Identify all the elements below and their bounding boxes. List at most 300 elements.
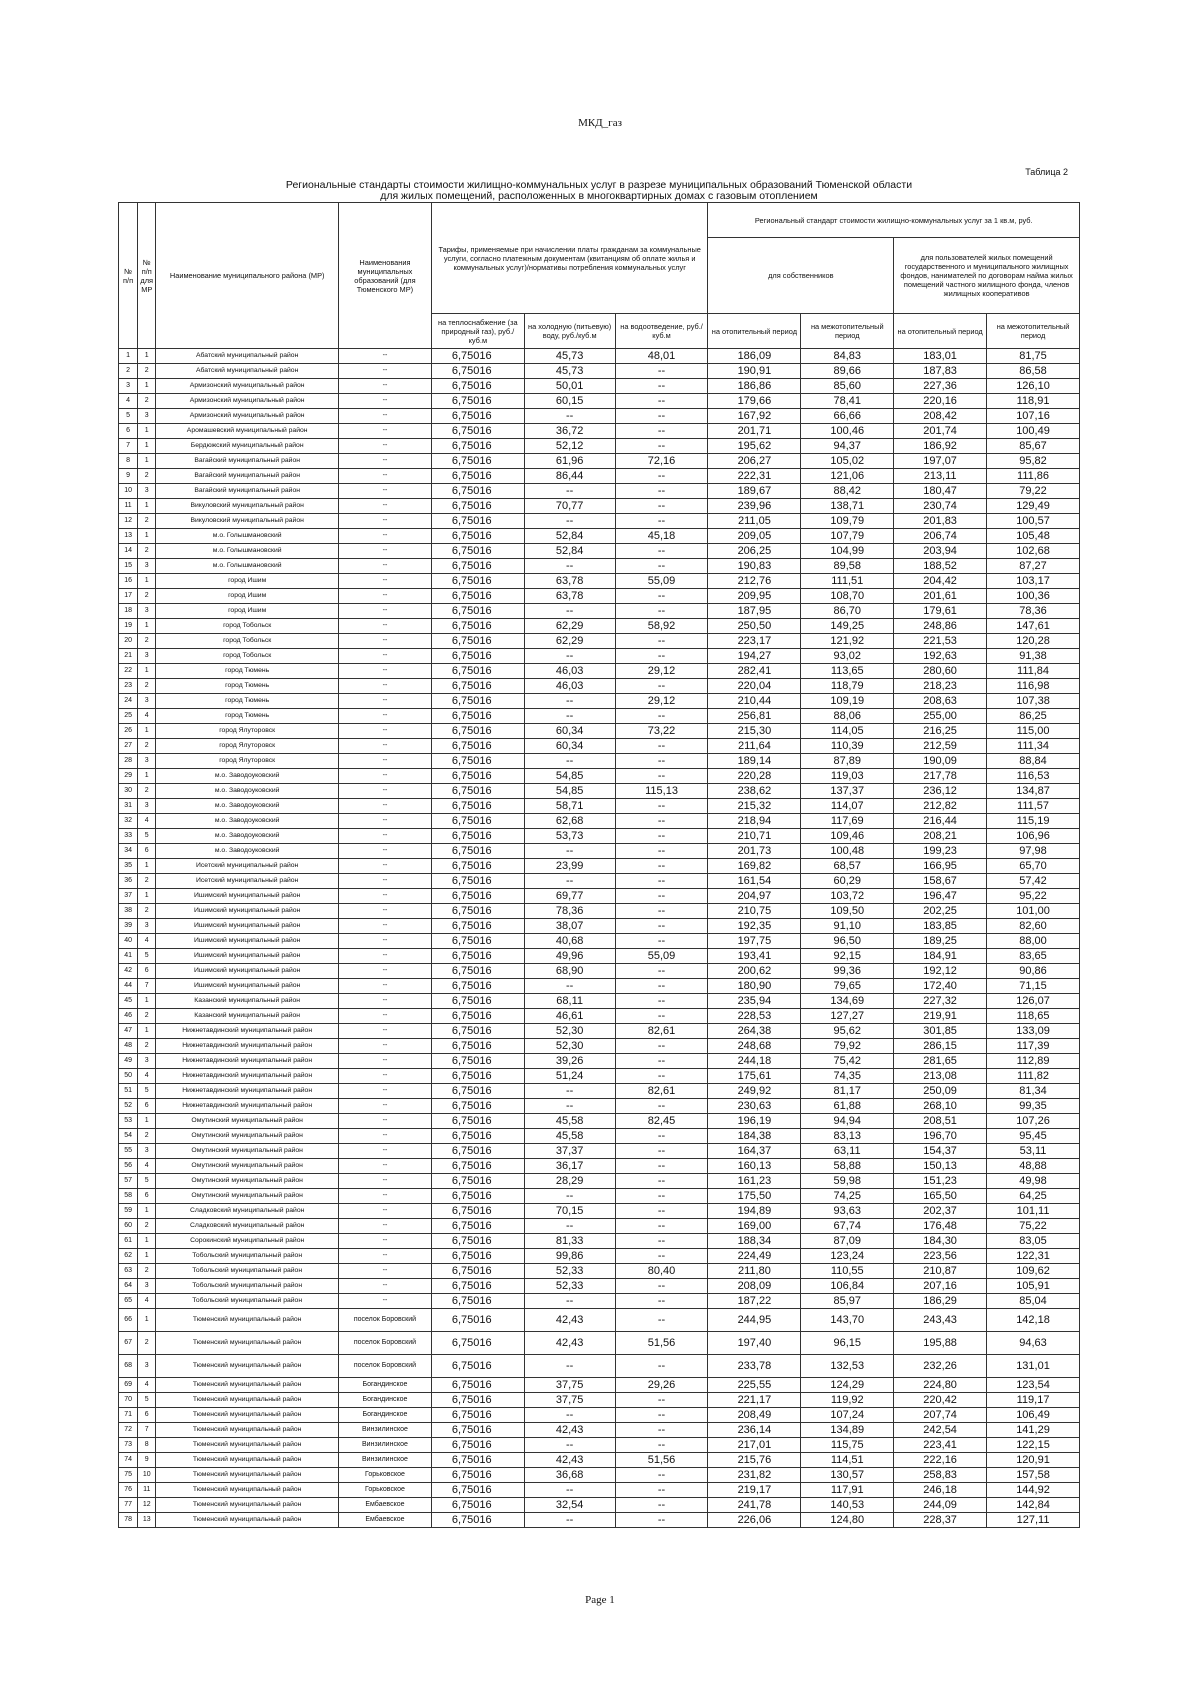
municipality-name: -- [339, 769, 432, 784]
owner-off-season: 59,98 [801, 1174, 894, 1189]
header-tenant-off: на межотопительный период [987, 314, 1080, 349]
row-number-mr: 2 [138, 1039, 156, 1054]
row-number: 53 [119, 1114, 138, 1129]
tenant-heating: 213,08 [894, 1069, 987, 1084]
sewer-tariff: -- [615, 814, 708, 829]
municipality-name: -- [339, 589, 432, 604]
table-row [119, 724, 1080, 739]
tenant-heating: 243,43 [894, 1309, 987, 1332]
sewer-tariff: 48,01 [615, 349, 708, 364]
district-name: м.о. Заводоуковский [156, 799, 339, 814]
row-number: 33 [119, 829, 138, 844]
row-number-mr: 1 [138, 889, 156, 904]
tenant-off-season: 116,53 [987, 769, 1080, 784]
owner-off-season: 67,74 [801, 1219, 894, 1234]
municipality-name: -- [339, 604, 432, 619]
tenant-off-season: 99,35 [987, 1099, 1080, 1114]
heat-tariff: 6,75016 [431, 724, 524, 739]
row-number-mr: 3 [138, 409, 156, 424]
district-name: город Ялуторовск [156, 739, 339, 754]
tenant-heating: 248,86 [894, 619, 987, 634]
district-name: Нижнетавдинский муниципальный район [156, 1054, 339, 1069]
sewer-tariff: -- [615, 499, 708, 514]
municipality-name: -- [339, 409, 432, 424]
sewer-tariff: -- [615, 964, 708, 979]
header-municipality: Наименования муниципальных образований (для Тюменского МР) [339, 203, 432, 349]
row-number-mr: 8 [138, 1438, 156, 1453]
owner-heating: 228,53 [708, 1009, 801, 1024]
table-row [119, 1249, 1080, 1264]
sewer-tariff: -- [615, 634, 708, 649]
row-number-mr: 2 [138, 1129, 156, 1144]
tenant-heating: 150,13 [894, 1159, 987, 1174]
heat-tariff: 6,75016 [431, 379, 524, 394]
heat-tariff: 6,75016 [431, 1513, 524, 1528]
table-row [119, 1129, 1080, 1144]
municipality-name: -- [339, 1159, 432, 1174]
sewer-tariff: -- [615, 589, 708, 604]
tenant-off-season: 133,09 [987, 1024, 1080, 1039]
cold-water-tariff: 69,77 [524, 889, 615, 904]
district-name: Аромашевский муниципальный район [156, 424, 339, 439]
municipality-name: -- [339, 484, 432, 499]
heat-tariff: 6,75016 [431, 589, 524, 604]
district-name: Казанский муниципальный район [156, 994, 339, 1009]
tenant-off-season: 88,84 [987, 754, 1080, 769]
table-row [119, 1468, 1080, 1483]
owner-heating: 197,75 [708, 934, 801, 949]
tenant-off-season: 81,34 [987, 1084, 1080, 1099]
row-number-mr: 2 [138, 469, 156, 484]
cold-water-tariff: 28,29 [524, 1174, 615, 1189]
district-name: м.о. Заводоуковский [156, 829, 339, 844]
district-name: Ишимский муниципальный район [156, 979, 339, 994]
heat-tariff: 6,75016 [431, 1114, 524, 1129]
row-number-mr: 2 [138, 1009, 156, 1024]
row-number: 7 [119, 439, 138, 454]
owner-heating: 215,30 [708, 724, 801, 739]
district-name: Тобольский муниципальный район [156, 1249, 339, 1264]
owner-heating: 192,35 [708, 919, 801, 934]
row-number: 1 [119, 349, 138, 364]
owner-heating: 197,40 [708, 1332, 801, 1355]
table-row [119, 949, 1080, 964]
heat-tariff: 6,75016 [431, 1084, 524, 1099]
municipality-name: -- [339, 379, 432, 394]
sewer-tariff: -- [615, 604, 708, 619]
row-number-mr: 1 [138, 379, 156, 394]
owner-heating: 221,17 [708, 1393, 801, 1408]
cold-water-tariff: 37,75 [524, 1378, 615, 1393]
owner-off-season: 109,79 [801, 514, 894, 529]
municipality-name: -- [339, 1144, 432, 1159]
heat-tariff: 6,75016 [431, 559, 524, 574]
sewer-tariff: -- [615, 1513, 708, 1528]
tenant-heating: 250,09 [894, 1084, 987, 1099]
owner-off-season: 93,02 [801, 649, 894, 664]
row-number: 23 [119, 679, 138, 694]
municipality-name: -- [339, 709, 432, 724]
table-row [119, 1355, 1080, 1378]
district-name: Бердюжский муниципальный район [156, 439, 339, 454]
district-name: м.о. Голышмановский [156, 529, 339, 544]
row-number-mr: 2 [138, 1219, 156, 1234]
table-row [119, 634, 1080, 649]
municipality-name: -- [339, 394, 432, 409]
tenant-heating: 197,07 [894, 454, 987, 469]
owner-off-season: 88,06 [801, 709, 894, 724]
table-row [119, 589, 1080, 604]
owner-off-season: 93,63 [801, 1204, 894, 1219]
tenant-heating: 301,85 [894, 1024, 987, 1039]
sewer-tariff: 73,22 [615, 724, 708, 739]
sewer-tariff: 29,12 [615, 694, 708, 709]
row-number-mr: 1 [138, 439, 156, 454]
row-number: 76 [119, 1483, 138, 1498]
row-number: 11 [119, 499, 138, 514]
owner-heating: 206,25 [708, 544, 801, 559]
row-number-mr: 2 [138, 904, 156, 919]
district-name: Исетский муниципальный район [156, 874, 339, 889]
owner-heating: 217,01 [708, 1438, 801, 1453]
district-name: Тюменский муниципальный район [156, 1438, 339, 1453]
heat-tariff: 6,75016 [431, 634, 524, 649]
row-number: 63 [119, 1264, 138, 1279]
tenant-heating: 280,60 [894, 664, 987, 679]
owner-off-season: 96,15 [801, 1332, 894, 1355]
tenant-heating: 188,52 [894, 559, 987, 574]
row-number: 35 [119, 859, 138, 874]
cold-water-tariff: 52,33 [524, 1279, 615, 1294]
row-number: 59 [119, 1204, 138, 1219]
tenant-off-season: 64,25 [987, 1189, 1080, 1204]
district-name: Тюменский муниципальный район [156, 1393, 339, 1408]
row-number: 41 [119, 949, 138, 964]
municipality-name: -- [339, 454, 432, 469]
sewer-tariff: 29,12 [615, 664, 708, 679]
sewer-tariff: -- [615, 799, 708, 814]
tenant-off-season: 142,84 [987, 1498, 1080, 1513]
row-number-mr: 1 [138, 769, 156, 784]
cold-water-tariff: 52,84 [524, 544, 615, 559]
table-row [119, 1099, 1080, 1114]
cold-water-tariff: -- [524, 844, 615, 859]
table-row [119, 619, 1080, 634]
heat-tariff: 6,75016 [431, 1438, 524, 1453]
municipality-name: -- [339, 1204, 432, 1219]
heat-tariff: 6,75016 [431, 1378, 524, 1393]
tenant-heating: 186,29 [894, 1294, 987, 1309]
owner-off-season: 84,83 [801, 349, 894, 364]
heat-tariff: 6,75016 [431, 364, 524, 379]
tenant-heating: 220,42 [894, 1393, 987, 1408]
municipality-name: -- [339, 1219, 432, 1234]
row-number-mr: 4 [138, 1294, 156, 1309]
municipality-name: -- [339, 364, 432, 379]
tenant-off-season: 87,27 [987, 559, 1080, 574]
table-row [119, 1309, 1080, 1332]
row-number-mr: 1 [138, 1024, 156, 1039]
sewer-tariff: -- [615, 1423, 708, 1438]
tenant-heating: 184,91 [894, 949, 987, 964]
tenant-heating: 172,40 [894, 979, 987, 994]
tenant-off-season: 115,00 [987, 724, 1080, 739]
owner-heating: 264,38 [708, 1024, 801, 1039]
cold-water-tariff: 42,43 [524, 1332, 615, 1355]
heat-tariff: 6,75016 [431, 799, 524, 814]
tenant-off-season: 126,07 [987, 994, 1080, 1009]
table-row [119, 694, 1080, 709]
heat-tariff: 6,75016 [431, 1039, 524, 1054]
row-number: 52 [119, 1099, 138, 1114]
municipality-name: -- [339, 859, 432, 874]
tenant-heating: 228,37 [894, 1513, 987, 1528]
municipality-name: -- [339, 784, 432, 799]
row-number: 15 [119, 559, 138, 574]
row-number-mr: 7 [138, 979, 156, 994]
municipality-name: -- [339, 679, 432, 694]
cold-water-tariff: 51,24 [524, 1069, 615, 1084]
tenant-heating: 212,82 [894, 799, 987, 814]
heat-tariff: 6,75016 [431, 1332, 524, 1355]
municipality-name: -- [339, 1294, 432, 1309]
row-number: 56 [119, 1159, 138, 1174]
row-number-mr: 1 [138, 664, 156, 679]
municipality-name: -- [339, 949, 432, 964]
owner-heating: 190,91 [708, 364, 801, 379]
row-number: 70 [119, 1393, 138, 1408]
row-number-mr: 1 [138, 859, 156, 874]
row-number-mr: 1 [138, 1234, 156, 1249]
cold-water-tariff: 63,78 [524, 589, 615, 604]
cold-water-tariff: 45,58 [524, 1129, 615, 1144]
municipality-name: поселок Боровский [339, 1355, 432, 1378]
sewer-tariff: 82,61 [615, 1084, 708, 1099]
row-number: 46 [119, 1009, 138, 1024]
municipality-name: -- [339, 919, 432, 934]
row-number-mr: 1 [138, 1114, 156, 1129]
tenant-heating: 218,23 [894, 679, 987, 694]
row-number: 4 [119, 394, 138, 409]
owner-heating: 167,92 [708, 409, 801, 424]
heat-tariff: 6,75016 [431, 1069, 524, 1084]
cold-water-tariff: 78,36 [524, 904, 615, 919]
owner-heating: 220,28 [708, 769, 801, 784]
cold-water-tariff: 52,33 [524, 1264, 615, 1279]
district-name: Омутинский муниципальный район [156, 1129, 339, 1144]
owner-heating: 187,22 [708, 1294, 801, 1309]
row-number: 73 [119, 1438, 138, 1453]
tenant-heating: 232,26 [894, 1355, 987, 1378]
owner-off-season: 96,50 [801, 934, 894, 949]
row-number: 44 [119, 979, 138, 994]
municipality-name: -- [339, 739, 432, 754]
row-number: 2 [119, 364, 138, 379]
owner-off-season: 66,66 [801, 409, 894, 424]
heat-tariff: 6,75016 [431, 829, 524, 844]
owner-heating: 222,31 [708, 469, 801, 484]
row-number-mr: 6 [138, 1408, 156, 1423]
tenant-off-season: 82,60 [987, 919, 1080, 934]
header-owner-heating: на отопительный период [708, 314, 801, 349]
sewer-tariff: -- [615, 934, 708, 949]
tenant-heating: 208,51 [894, 1114, 987, 1129]
row-number-mr: 3 [138, 694, 156, 709]
table-row [119, 1423, 1080, 1438]
row-number: 34 [119, 844, 138, 859]
sewer-tariff: -- [615, 874, 708, 889]
heat-tariff: 6,75016 [431, 994, 524, 1009]
district-name: Армизонский муниципальный район [156, 394, 339, 409]
table-row [119, 1219, 1080, 1234]
district-name: м.о. Заводоуковский [156, 769, 339, 784]
owner-off-season: 111,51 [801, 574, 894, 589]
cold-water-tariff: 81,33 [524, 1234, 615, 1249]
owner-heating: 200,62 [708, 964, 801, 979]
municipality-name: -- [339, 934, 432, 949]
cold-water-tariff: -- [524, 1099, 615, 1114]
cold-water-tariff: 52,12 [524, 439, 615, 454]
owner-off-season: 138,71 [801, 499, 894, 514]
owner-heating: 211,80 [708, 1264, 801, 1279]
tenant-off-season: 105,91 [987, 1279, 1080, 1294]
heat-tariff: 6,75016 [431, 1024, 524, 1039]
municipality-name: -- [339, 1279, 432, 1294]
tenant-off-season: 122,15 [987, 1438, 1080, 1453]
municipality-name: Горьковское [339, 1468, 432, 1483]
heat-tariff: 6,75016 [431, 649, 524, 664]
row-number-mr: 4 [138, 709, 156, 724]
heat-tariff: 6,75016 [431, 844, 524, 859]
tenant-heating: 208,63 [894, 694, 987, 709]
sewer-tariff: -- [615, 859, 708, 874]
owner-off-season: 113,65 [801, 664, 894, 679]
owner-off-season: 140,53 [801, 1498, 894, 1513]
row-number: 69 [119, 1378, 138, 1393]
row-number-mr: 5 [138, 1393, 156, 1408]
municipality-name: -- [339, 514, 432, 529]
table-row [119, 1174, 1080, 1189]
sewer-tariff: -- [615, 544, 708, 559]
district-name: Нижнетавдинский муниципальный район [156, 1099, 339, 1114]
owner-heating: 256,81 [708, 709, 801, 724]
table-row [119, 859, 1080, 874]
municipality-name: -- [339, 1189, 432, 1204]
cold-water-tariff: 46,03 [524, 679, 615, 694]
heat-tariff: 6,75016 [431, 754, 524, 769]
row-number-mr: 13 [138, 1513, 156, 1528]
page-footer: Page 1 [585, 1594, 615, 1606]
row-number-mr: 7 [138, 1423, 156, 1438]
row-number: 8 [119, 454, 138, 469]
header-owners: для собственников [708, 238, 894, 314]
municipality-name: -- [339, 469, 432, 484]
tenant-heating: 190,09 [894, 754, 987, 769]
municipality-name: -- [339, 979, 432, 994]
owner-off-season: 124,80 [801, 1513, 894, 1528]
district-name: м.о. Голышмановский [156, 544, 339, 559]
table-row [119, 1054, 1080, 1069]
owner-heating: 211,05 [708, 514, 801, 529]
table-row [119, 424, 1080, 439]
table-row [119, 799, 1080, 814]
tenant-off-season: 91,38 [987, 649, 1080, 664]
row-number-mr: 2 [138, 739, 156, 754]
row-number-mr: 2 [138, 874, 156, 889]
owner-heating: 209,95 [708, 589, 801, 604]
row-number-mr: 3 [138, 1355, 156, 1378]
sewer-tariff: -- [615, 1438, 708, 1453]
row-number-mr: 3 [138, 1279, 156, 1294]
tenant-heating: 206,74 [894, 529, 987, 544]
municipality-name: -- [339, 754, 432, 769]
municipality-name: -- [339, 1174, 432, 1189]
owner-heating: 225,55 [708, 1378, 801, 1393]
sewer-tariff: 82,45 [615, 1114, 708, 1129]
tenant-heating: 224,80 [894, 1378, 987, 1393]
heat-tariff: 6,75016 [431, 904, 524, 919]
district-name: Тюменский муниципальный район [156, 1423, 339, 1438]
heat-tariff: 6,75016 [431, 1009, 524, 1024]
table-row [119, 574, 1080, 589]
table-row [119, 649, 1080, 664]
table-row [119, 904, 1080, 919]
sewer-tariff: -- [615, 679, 708, 694]
municipality-name: поселок Боровский [339, 1309, 432, 1332]
row-number-mr: 2 [138, 589, 156, 604]
owner-off-season: 68,57 [801, 859, 894, 874]
sewer-tariff: -- [615, 1054, 708, 1069]
row-number: 17 [119, 589, 138, 604]
table-row [119, 1234, 1080, 1249]
district-name: м.о. Заводоуковский [156, 844, 339, 859]
district-name: Нижнетавдинский муниципальный район [156, 1024, 339, 1039]
sewer-tariff: -- [615, 1039, 708, 1054]
owner-off-season: 94,94 [801, 1114, 894, 1129]
district-name: Абатский муниципальный район [156, 349, 339, 364]
owner-heating: 179,66 [708, 394, 801, 409]
owner-off-season: 117,91 [801, 1483, 894, 1498]
district-name: Армизонский муниципальный район [156, 379, 339, 394]
owner-heating: 189,67 [708, 484, 801, 499]
owner-off-season: 75,42 [801, 1054, 894, 1069]
table-row [119, 769, 1080, 784]
district-name: город Тобольск [156, 649, 339, 664]
row-number-mr: 11 [138, 1483, 156, 1498]
table-row [119, 814, 1080, 829]
tenant-off-season: 111,57 [987, 799, 1080, 814]
tenant-heating: 286,15 [894, 1039, 987, 1054]
municipality-name: -- [339, 844, 432, 859]
sewer-tariff: -- [615, 844, 708, 859]
row-number-mr: 2 [138, 514, 156, 529]
owner-off-season: 106,84 [801, 1279, 894, 1294]
owner-off-season: 91,10 [801, 919, 894, 934]
row-number: 78 [119, 1513, 138, 1528]
table-title-line-1: Региональные стандарты стоимости жилищно-коммунальных услуг в разрезе муниципальных образований Тюменской области [285, 179, 913, 191]
row-number-mr: 4 [138, 1159, 156, 1174]
district-name: Тобольский муниципальный район [156, 1279, 339, 1294]
row-number-mr: 10 [138, 1468, 156, 1483]
tenant-off-season: 120,28 [987, 634, 1080, 649]
table-row [119, 1069, 1080, 1084]
municipality-name: поселок Боровский [339, 1332, 432, 1355]
row-number: 20 [119, 634, 138, 649]
tenant-heating: 246,18 [894, 1483, 987, 1498]
sewer-tariff: -- [615, 1204, 708, 1219]
owner-off-season: 87,09 [801, 1234, 894, 1249]
standards-table [118, 202, 1080, 1528]
